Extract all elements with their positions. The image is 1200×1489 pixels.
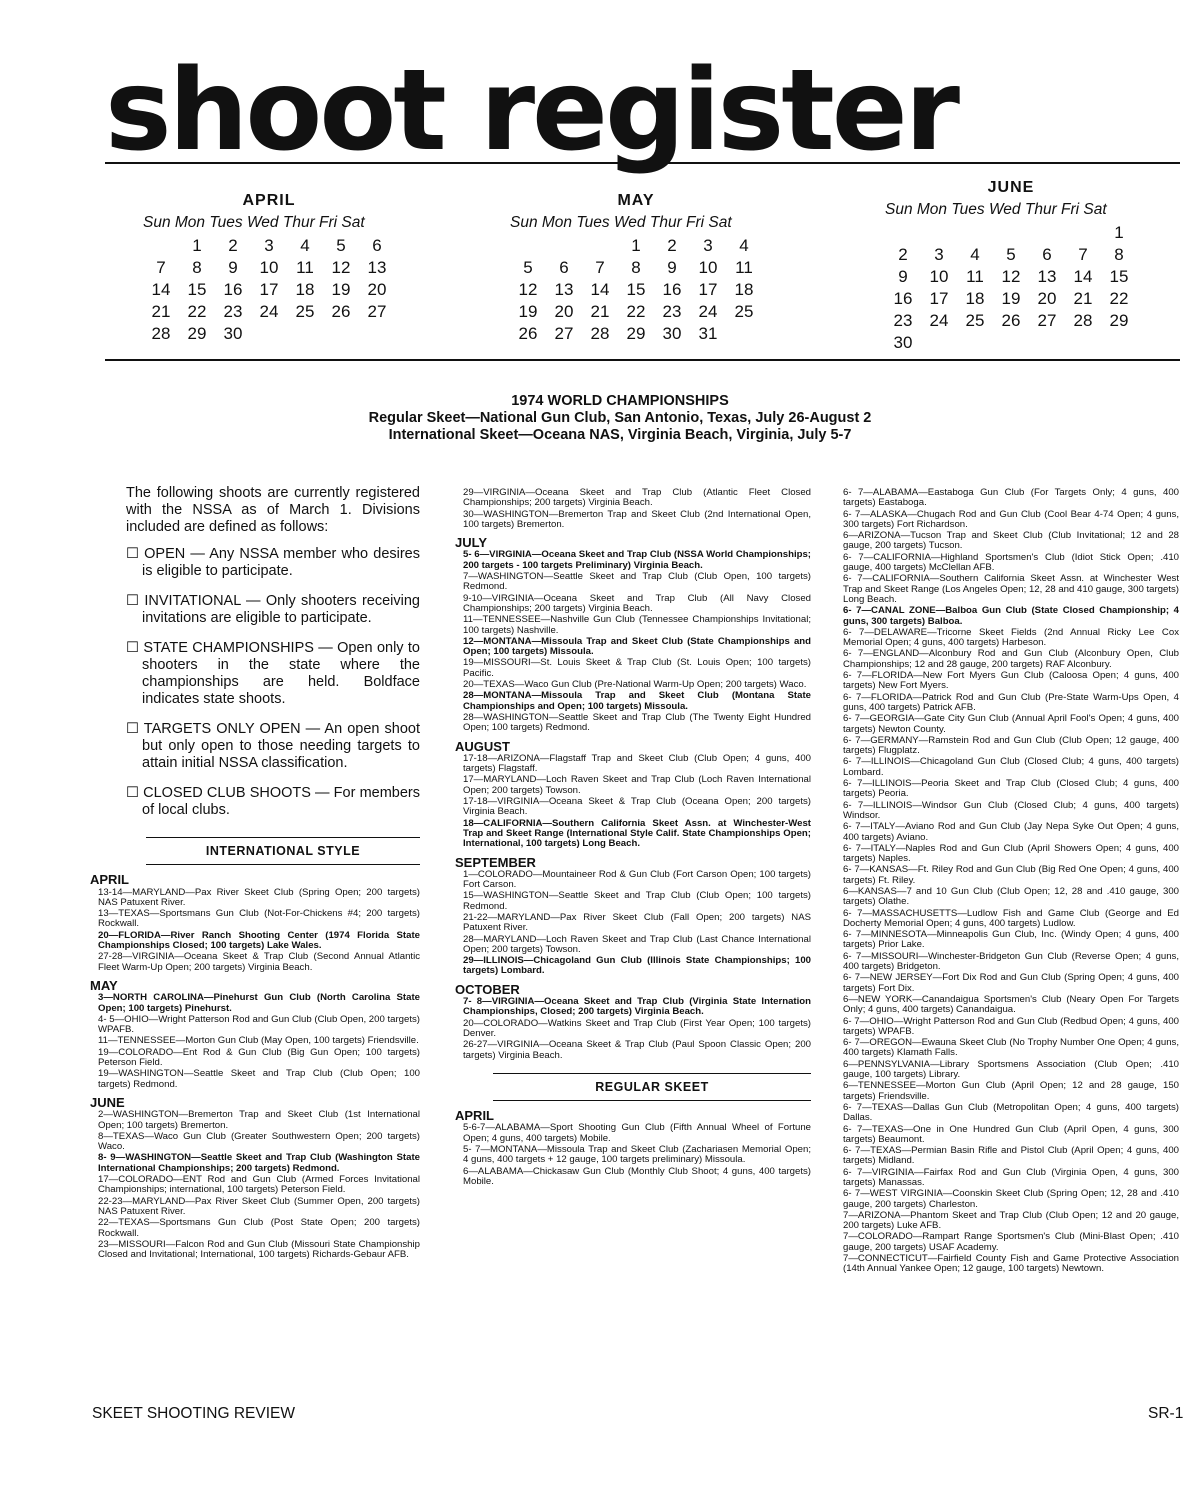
calendar-day: 1 [192, 236, 202, 255]
calendar-day: 4 [739, 236, 749, 255]
shoot-entry: 6- 7—MISSOURI—Winchester-Bridgeton Gun Club (Reverse Open; 4 guns, 400 targets) Bridgeton. [843, 950, 1179, 973]
state-shoot-entry: 7- 8—VIRGINIA—Oceana Skeet and Trap Club (Virginia State Internation Championships, Closed; 200 targets) Virginia Beach. [463, 996, 811, 1018]
calendar-day: 5 [1006, 245, 1016, 264]
calendar-weekday-header: Sun Mon Tues Wed Thur Fri Sat [143, 214, 365, 231]
shoot-entry: 6- 7—CALIFORNIA—Southern California Skeet Assn. at Winchester West Trap and Skeet Range (Los Angeles Open; 12, 28 and 410 gauge, 300 targets) Long Beach. [843, 573, 1179, 605]
shoot-entry: 15—WASHINGTON—Seattle Skeet and Trap Club (Club Open; 100 targets) Redmond. [463, 890, 811, 912]
calendar-week [510, 257, 762, 279]
state-shoot-entry: 3—NORTH CAROLINA—Pinehurst Gun Club (North Carolina State Open; 100 targets) Pinehurst. [98, 992, 420, 1014]
shoot-entry: 13—TEXAS—Sportsmans Gun Club (Not-For-Chickens #4; 200 targets) Rockwall. [98, 908, 420, 930]
calendar-day: 8 [192, 258, 202, 277]
calendar-day: 18 [734, 280, 754, 299]
intro-text: The following shoots are currently registered with the NSSA as of March 1. Divisions included are defined as follows: [126, 485, 420, 535]
calendar-day: 30 [893, 333, 913, 352]
calendar-day: 11 [966, 267, 984, 286]
shoot-entry: 6- 7—ITALY—Aviano Rod and Gun Club (Jay Nepa Syke Out Open; 4 guns, 400 targets) Aviano. [843, 821, 1179, 843]
calendar-day: 29 [187, 324, 207, 343]
state-shoot-entry: 8- 9—WASHINGTON—Seattle Skeet and Trap Club (Washington State International Championships; 200 targets) Redmond. [98, 1152, 420, 1174]
shoot-entry: 6—PENNSYLVANIA—Library Sportsmens Association (Club Open; .410 gauge, 100 targets) Library. [843, 1058, 1179, 1081]
month-heading: MAY [90, 977, 118, 993]
calendar-day [287, 323, 323, 345]
calendar-day: 23 [893, 311, 913, 330]
calendar-day: 12 [518, 280, 538, 299]
shoot-entry: 6- 7—TEXAS—Dallas Gun Club (Metropolitan Open; 4 guns, 400 targets) Dallas. [843, 1101, 1179, 1124]
international-style-heading: INTERNATIONAL STYLE [146, 837, 420, 865]
shoot-entry: 6- 7—ITALY—Naples Rod and Gun Club (April Showers Open; 4 guns, 400 targets) Naples. [843, 842, 1179, 865]
calendar-week [885, 222, 1137, 244]
calendar-day: 5 [523, 258, 533, 277]
calendar-day: 19 [1001, 289, 1021, 308]
calendar-day: 18 [295, 280, 315, 299]
calendar-grid [510, 235, 762, 345]
calendar-grid [885, 222, 1137, 354]
shoot-entry: 7—COLORADO—Rampart Range Sportsmen's Club (Mini-Blast Open; .410 gauge, 200 targets) USAF Academy. [843, 1231, 1179, 1253]
shoot-entry: 6- 7—ILLINOIS—Windsor Gun Club (Closed Club; 4 guns, 400 targets) Windsor. [843, 799, 1179, 821]
calendar-day: 20 [367, 280, 387, 299]
shoot-entry: 6- 7—WEST VIRGINIA—Coonskin Skeet Club (Spring Open; 12, 28 and .410 gauge, 200 targets) Charleston. [843, 1188, 1179, 1210]
footer-publication: SKEET SHOOTING REVIEW [92, 1405, 295, 1422]
calendar-day: 15 [1109, 267, 1129, 286]
division-definition: ☐ OPEN — Any NSSA member who desires is eligible to participate. [126, 546, 420, 579]
world-championships [0, 393, 1200, 444]
calendar-day: 1 [1114, 223, 1124, 242]
shoot-entry: 17—COLORADO—ENT Rod and Gun Club (Armed Forces Invitational Championships; international, 100 targets) Peterson Field. [98, 1174, 420, 1196]
shoot-entry: 6- 7—MINNESOTA—Minneapolis Gun Club, Inc. (Windy Open; 4 guns, 400 targets) Prior Lake. [843, 929, 1179, 951]
shoot-entry: 11—TENNESSEE—Nashville Gun Club (Tennessee Championships Invitational; 100 targets) Nashville. [463, 614, 811, 636]
title-rule [105, 162, 1180, 164]
month-heading: SEPTEMBER [455, 854, 536, 870]
calendar-day: 25 [734, 302, 754, 321]
division-definition: ☐ STATE CHAMPIONSHIPS — Open only to shooters in the state where the championships are held. Boldface indicates state shoots. [126, 640, 420, 707]
intl-left-list [90, 872, 420, 1261]
state-shoot-entry: 29—ILLINOIS—Chicagoland Gun Club (Illinois State Championships; 100 targets) Lombard. [463, 955, 811, 977]
division-definition: ☐ INVITATIONAL — Only shooters receiving invitations are eligible to participate. [126, 593, 420, 626]
calendar-day: 6 [372, 236, 382, 255]
definitions-list [98, 546, 420, 819]
calendar-week [885, 332, 1137, 354]
calendar-day: 21 [151, 302, 171, 321]
calendar-day: 7 [156, 258, 166, 277]
calendar-day [1029, 332, 1065, 354]
calendar-week [143, 279, 395, 301]
calendar-day [957, 332, 993, 354]
calendar-day: 16 [662, 280, 682, 299]
month-heading: JULY [455, 535, 488, 551]
shoot-entry: 1—COLORADO—Mountaineer Rod & Gun Club (Fort Carson Open; 100 targets) Fort Carson. [463, 868, 811, 891]
calendar-day: 3 [703, 236, 713, 255]
calendar-day: 15 [626, 280, 646, 299]
state-shoot-entry: 6- 7—CANAL ZONE—Balboa Gun Club (State Closed Championship; 4 guns, 300 targets) Balboa. [843, 605, 1179, 627]
calendar-day: 27 [554, 324, 574, 343]
calendar-day [1065, 222, 1101, 244]
calendar-day: 7 [595, 258, 605, 277]
shoot-entry: 6- 7—ILLINOIS—Chicagoland Gun Club (Closed Club; 4 guns, 400 targets) Lombard. [843, 756, 1179, 778]
shoot-entry: 7—CONNECTICUT—Fairfield County Fish and Game Protective Association (14th Annual Yankee Open; 12 gauge, 100 targets) Newtown. [843, 1253, 1179, 1275]
calendar-day: 17 [698, 280, 718, 299]
shoot-entry: 19—COLORADO—Ent Rod & Gun Club (Big Gun Open; 100 targets) Peterson Field. [98, 1046, 420, 1069]
shoot-entry: 29—VIRGINIA—Oceana Skeet and Trap Club (Atlantic Fleet Closed Championships; 200 targets) Virginia Beach. [463, 487, 811, 509]
calendar-week [143, 301, 395, 323]
calendar-day [885, 222, 921, 244]
shoot-entry: 6- 7—FLORIDA—Patrick Rod and Gun Club (Pre-State Warm-Ups Open, 4 guns, 400 targets) Patrick AFB. [843, 691, 1179, 713]
regular-right-list [843, 488, 1179, 1275]
calendar-grid [143, 235, 395, 345]
shoot-entry: 6- 7—MASSACHUSETTS—Ludlow Fish and Game Club (George and Ed Docherty Memorial Open; 4 guns, 400 targets) Ludlow. [843, 907, 1179, 929]
calendar-day: 5 [336, 236, 346, 255]
shoot-entry: 28—MARYLAND—Loch Raven Skeet and Trap Club (Last Chance International Open; 200 targets) Towson. [463, 933, 811, 955]
calendar-day: 1 [631, 236, 641, 255]
shoot-entry: 17-18—VIRGINIA—Oceana Skeet & Trap Club (Oceana Open; 200 targets) Virginia Beach. [463, 796, 811, 818]
calendar-day: 30 [662, 324, 682, 343]
footer-page-number: SR-1 [1148, 1405, 1184, 1422]
calendar-day: 6 [559, 258, 569, 277]
calendar-day: 4 [300, 236, 310, 255]
calendar-day: 26 [1001, 311, 1021, 330]
shoot-entry: 20—TEXAS—Waco Gun Club (Pre-National Warm-Up Open; 200 targets) Waco. [463, 679, 807, 691]
calendar-day [251, 323, 287, 345]
calendar-day [993, 332, 1029, 354]
calendar-day: 2 [667, 236, 677, 255]
calendar-day [510, 235, 546, 257]
shoot-entry: 17—MARYLAND—Loch Raven Skeet and Trap Club (Loch Raven International Open; 200 targets) Towson. [463, 774, 811, 796]
month-heading: APRIL [455, 1108, 494, 1124]
regular-skeet-heading: REGULAR SKEET [493, 1073, 811, 1101]
calendar-month-name: JUNE [987, 179, 1035, 196]
calendar-day [1065, 332, 1101, 354]
calendar-day [1101, 332, 1137, 354]
shoot-entry: 6- 7—OREGON—Ewauna Skeet Club (No Trophy Number One Open; 4 guns, 400 targets) Klamath Falls. [843, 1037, 1179, 1059]
calendar-day: 22 [187, 302, 207, 321]
calendar-day [726, 323, 762, 345]
shoot-entry: 20—COLORADO—Watkins Skeet and Trap Club (First Year Open; 100 targets) Denver. [463, 1017, 811, 1039]
calendar-day: 29 [626, 324, 646, 343]
left-column [90, 485, 420, 1261]
calendar-day [143, 235, 179, 257]
calendar-day: 18 [965, 289, 985, 308]
calendar-day: 26 [331, 302, 351, 321]
calendar-day: 20 [1037, 289, 1057, 308]
intl-mid-list [455, 487, 811, 1061]
shoot-entry: 6- 7—GEORGIA—Gate City Gun Club (Annual April Fool's Open; 4 guns, 400 targets) Newton County. [843, 713, 1179, 735]
shoot-entry: 6—KANSAS—7 and 10 Gun Club (Club Open; 12, 28 and .410 gauge, 300 targets) Olathe. [843, 885, 1179, 908]
championships-title: 1974 WORLD CHAMPIONSHIPS [511, 393, 729, 409]
calendar-day: 17 [929, 289, 949, 308]
calendar-week [885, 244, 1137, 266]
division-definition: ☐ TARGETS ONLY OPEN — An open shoot but only open to those needing targets to attain initial NSSA classification. [126, 721, 420, 771]
calendar-day: 12 [331, 258, 351, 277]
shoot-entry: 6- 7—OHIO—Wright Patterson Rod and Gun Club (Redbud Open; 4 guns, 400 targets) WPAFB. [843, 1015, 1179, 1037]
calendar-day: 2 [898, 245, 908, 264]
calendar-week [143, 323, 395, 345]
calendar-day: 16 [893, 289, 913, 308]
shoot-entry: 19—MISSOURI—St. Louis Skeet & Trap Club (St. Louis Open; 100 targets) Pacific. [463, 657, 811, 679]
shoot-entry: 13-14—MARYLAND—Pax River Skeet Club (Spring Open; 200 targets) NAS Patuxent River. [98, 886, 420, 908]
shoot-entry: 22-23—MARYLAND—Pax River Skeet Club (Summer Open, 200 targets) NAS Patuxent River. [98, 1195, 420, 1217]
calendar-day: 9 [667, 258, 677, 277]
month-heading: JUNE [90, 1094, 125, 1110]
shoot-entry: 11—TENNESSEE—Morton Gun Club (May Open, 100 targets) Friendsville. [98, 1035, 419, 1047]
calendar-day: 11 [296, 258, 314, 277]
calendar-day: 8 [631, 258, 641, 277]
shoot-entry: 30—WASHINGTON—Bremerton Trap and Skeet Club (2nd International Open, 100 targets) Bremerton. [463, 508, 811, 530]
shoot-entry: 5- 7—MONTANA—Missoula Trap and Skeet Club (Zachariasen Memorial Open; 4 guns, 400 targets + 12 gauge, 100 targets preliminary) Missoula. [463, 1144, 811, 1166]
calendar-week [510, 323, 762, 345]
calendar-day [1029, 222, 1065, 244]
calendar-day: 14 [590, 280, 610, 299]
calendar-day: 25 [295, 302, 315, 321]
calendar-month-name: MAY [617, 192, 655, 209]
calendar-day: 9 [898, 267, 908, 286]
calendar-day: 14 [1073, 267, 1093, 286]
state-shoot-entry: 5- 6—VIRGINIA—Oceana Skeet and Trap Club (NSSA World Championships; 200 targets - 100 targets Preliminary) Virginia Beach. [463, 549, 811, 571]
calendar-day: 4 [970, 245, 980, 264]
shoot-entry: 21-22—MARYLAND—Pax River Skeet Club (Fall Open; 200 targets) NAS Patuxent River. [463, 911, 811, 934]
shoot-entry: 27-28—VIRGINIA—Oceana Skeet & Trap Club (Second Annual Atlantic Fleet Warm-Up Open; 200 targets) Virginia Beach. [98, 951, 420, 973]
calendar-day [921, 332, 957, 354]
championships-line-1: Regular Skeet—National Gun Club, San Antonio, Texas, July 26-August 2 [368, 410, 872, 426]
shoot-entry: 17-18—ARIZONA—Flagstaff Trap and Skeet Club (Club Open; 4 guns, 400 targets) Flagstaff. [463, 752, 811, 775]
shoot-entry: 6- 7—CALIFORNIA—Highland Sportsmen's Club (Idiot Stick Open; .410 gauge, 400 targets) McClellan AFB. [843, 551, 1179, 574]
calendar-rule [105, 359, 1180, 361]
calendar-day: 10 [259, 258, 279, 277]
calendar-month-name: APRIL [242, 192, 296, 209]
calendar-day: 13 [367, 258, 387, 277]
calendar-week [885, 266, 1137, 288]
calendar-day: 12 [1001, 267, 1021, 286]
shoot-entry: 4- 5—OHIO—Wright Patterson Rod and Gun Club (Club Open, 200 targets) WPAFB. [98, 1013, 420, 1036]
month-heading: APRIL [90, 872, 129, 888]
shoot-entry: 22—TEXAS—Sportsmans Gun Club (Post State Open; 200 targets) Rockwall. [98, 1217, 420, 1239]
calendar-day: 6 [1042, 245, 1052, 264]
calendar-day: 13 [1037, 267, 1057, 286]
shoot-entry: 6- 7—VIRGINIA—Fairfax Rod and Gun Club (Virginia Open, 4 guns, 300 targets) Manassas. [843, 1166, 1179, 1188]
calendar-day: 28 [151, 324, 171, 343]
calendar-week [143, 257, 395, 279]
shoot-entry: 19—WASHINGTON—Seattle Skeet and Trap Club (Club Open; 100 targets) Redmond. [98, 1068, 420, 1090]
calendar-day: 28 [1073, 311, 1093, 330]
shoot-entry: 7—WASHINGTON—Seattle Skeet and Trap Club (Club Open, 100 targets) Redmond. [463, 571, 811, 593]
calendar-day: 7 [1078, 245, 1088, 264]
calendar-week [885, 310, 1137, 332]
calendar-day: 21 [1073, 289, 1093, 308]
calendar-week [143, 235, 395, 257]
calendar-day [546, 235, 582, 257]
shoot-entry: 8—TEXAS—Waco Gun Club (Greater Southwestern Open; 200 targets) Waco. [98, 1130, 420, 1153]
calendar-day: 27 [367, 302, 387, 321]
right-column [843, 488, 1179, 1276]
calendar-day [993, 222, 1029, 244]
shoot-entry: 6—NEW YORK—Canandaigua Sportsmen's Club (Neary Open For Targets Only; 4 guns, 400 targets) Canandaigua. [843, 993, 1179, 1016]
shoot-entry: 6- 7—DELAWARE—Tricorne Skeet Fields (2nd Annual Ricky Lee Cox Memorial Open; 4 guns, 400 targets) Harbeson. [843, 626, 1179, 649]
state-shoot-entry: 20—FLORIDA—River Ranch Shooting Center (1974 Florida State Championships Closed; 100 targets) Lake Wales. [98, 929, 420, 952]
calendar-day: 24 [929, 311, 949, 330]
shoot-entry: 6—ALABAMA—Chickasaw Gun Club (Monthly Club Shoot; 4 guns, 400 targets) Mobile. [463, 1165, 811, 1187]
calendar-day: 11 [735, 258, 753, 277]
shoot-entry: 6—TENNESSEE—Morton Gun Club (April Open; 12 and 28 gauge, 150 targets) Friendsville. [843, 1080, 1179, 1102]
calendar-day: 22 [1109, 289, 1129, 308]
calendar-week [510, 235, 762, 257]
calendar-day [582, 235, 618, 257]
calendar-day: 10 [929, 267, 949, 286]
calendar-day: 9 [228, 258, 238, 277]
calendar-day: 25 [965, 311, 985, 330]
calendar-day: 31 [698, 324, 718, 343]
calendar-day: 24 [698, 302, 718, 321]
shoot-entry: 6- 7—GERMANY—Ramstein Rod and Gun Club (Club Open; 12 gauge, 400 targets) Flugplatz. [843, 734, 1179, 757]
shoot-entry: 7—ARIZONA—Phantom Skeet and Trap Club (Club Open; 12 and 20 gauge, 200 targets) Luke AFB. [843, 1209, 1179, 1232]
state-shoot-entry: 18—CALIFORNIA—Southern California Skeet Assn. at Winchester-West Trap and Skeet Range (International Style Calif. State Championships Open; International, 100 targets) Long Beach. [463, 817, 811, 850]
state-shoot-entry: 28—MONTANA—Missoula Trap and Skeet Club (Montana State Championships and Open; 100 targets) Missoula. [463, 690, 811, 712]
calendar-day: 27 [1037, 311, 1057, 330]
shoot-entry: 6- 7—TEXAS—One in One Hundred Gun Club (April Open, 4 guns, 300 targets) Beaumont. [843, 1123, 1179, 1145]
calendar-weekday-header: Sun Mon Tues Wed Thur Fri Sat [510, 214, 732, 231]
calendar-day: 14 [151, 280, 171, 299]
shoot-entry: 6- 7—ILLINOIS—Peoria Skeet and Trap Club (Closed Club; 4 guns, 400 targets) Peoria. [843, 778, 1179, 800]
calendar-day [921, 222, 957, 244]
calendar-day: 29 [1109, 311, 1129, 330]
shoot-entry: 6- 7—NEW JERSEY—Fort Dix Rod and Gun Club (Spring Open; 4 guns, 400 targets) Fort Dix. [843, 972, 1179, 994]
championships-line-2: International Skeet—Oceana NAS, Virginia Beach, Virginia, July 5-7 [388, 427, 852, 443]
calendar-day [323, 323, 359, 345]
calendar-day: 21 [590, 302, 610, 321]
calendar-day [957, 222, 993, 244]
shoot-entry: 6- 7—ALASKA—Chugach Rod and Gun Club (Cool Bear 4-74 Open; 4 guns, 300 targets) Fort Richardson. [843, 508, 1179, 530]
calendar-day [359, 323, 395, 345]
division-definition: ☐ CLOSED CLUB SHOOTS — For members of local clubs. [126, 785, 420, 818]
calendar-day: 26 [518, 324, 538, 343]
shoot-entry: 5-6-7—ALABAMA—Sport Shooting Gun Club (Fifth Annual Wheel of Fortune Open; 4 guns, 400 targets) Mobile. [463, 1122, 811, 1144]
page-title: shoot register [105, 46, 957, 176]
calendar-day: 23 [223, 302, 243, 321]
calendar-day: 15 [187, 280, 207, 299]
calendar-april [143, 192, 395, 345]
calendar-day: 17 [259, 280, 279, 299]
calendar-day: 28 [590, 324, 610, 343]
calendar-day: 22 [626, 302, 646, 321]
calendar-day: 3 [264, 236, 274, 255]
calendar-day: 19 [331, 280, 351, 299]
shoot-entry: 6- 7—ALABAMA—Eastaboga Gun Club (For Targets Only; 4 guns, 400 targets) Eastaboga. [843, 487, 1179, 509]
state-shoot-entry: 12—MONTANA—Missoula Trap and Skeet Club (State Championships and Open; 100 targets) Missoula. [463, 635, 811, 658]
shoot-entry: 9-10—VIRGINIA—Oceana Skeet and Trap Club (All Navy Closed Championships; 200 targets) Virginia Beach. [463, 592, 811, 614]
shoot-entry: 6—ARIZONA—Tucson Trap and Skeet Club (Club Invitational; 12 and 28 gauge, 200 targets) Tucson. [843, 530, 1179, 552]
calendar-day: 20 [554, 302, 574, 321]
calendar-day: 13 [554, 280, 574, 299]
calendar-day: 30 [223, 324, 243, 343]
calendar-day: 3 [934, 245, 944, 264]
shoot-entry: 23—MISSOURI—Falcon Rod and Gun Club (Missouri State Championship Closed and Invitational; International, 100 targets) Richards-Gebaur AFB. [98, 1238, 420, 1261]
shoot-entry: 26-27—VIRGINIA—Oceana Skeet & Trap Club (Paul Spoon Classic Open; 200 targets) Virginia Beach. [463, 1039, 811, 1061]
calendar-week [510, 301, 762, 323]
calendar-week [510, 279, 762, 301]
calendar-day: 8 [1114, 245, 1124, 264]
shoot-entry: 2—WASHINGTON—Bremerton Trap and Skeet Club (1st International Open; 100 targets) Bremerton. [98, 1109, 420, 1131]
month-heading: AUGUST [455, 738, 510, 754]
month-heading: OCTOBER [455, 981, 520, 997]
calendar-day: 10 [698, 258, 718, 277]
calendar-june [885, 179, 1137, 354]
calendar-week [885, 288, 1137, 310]
shoot-entry: 6- 7—FLORIDA—New Fort Myers Gun Club (Caloosa Open; 4 guns, 400 targets) New Fort Myers. [843, 670, 1179, 692]
calendar-day: 23 [662, 302, 682, 321]
calendar-day: 24 [259, 302, 279, 321]
calendar-day: 19 [518, 302, 538, 321]
middle-column [455, 487, 811, 1188]
regular-mid-list [455, 1108, 811, 1187]
calendar-day: 16 [223, 280, 243, 299]
calendar-day: 2 [228, 236, 238, 255]
shoot-entry: 6- 7—KANSAS—Ft. Riley Rod and Gun Club (Big Red One Open; 4 guns, 400 targets) Ft. Riley. [843, 864, 1179, 886]
shoot-entry: 6- 7—TEXAS—Permian Basin Rifle and Pistol Club (April Open; 4 guns, 400 targets) Midland. [843, 1145, 1179, 1167]
shoot-entry: 28—WASHINGTON—Seattle Skeet and Trap Club (The Twenty Eight Hundred Open; 100 targets) Redmond. [463, 711, 811, 734]
shoot-entry: 6- 7—ENGLAND—Alconbury Rod and Gun Club (Alconbury Open, Club Championships; 12 and 28 gauge, 200 targets) RAF Alconbury. [843, 648, 1179, 670]
calendar-may [510, 192, 762, 345]
calendar-weekday-header: Sun Mon Tues Wed Thur Fri Sat [885, 201, 1107, 218]
